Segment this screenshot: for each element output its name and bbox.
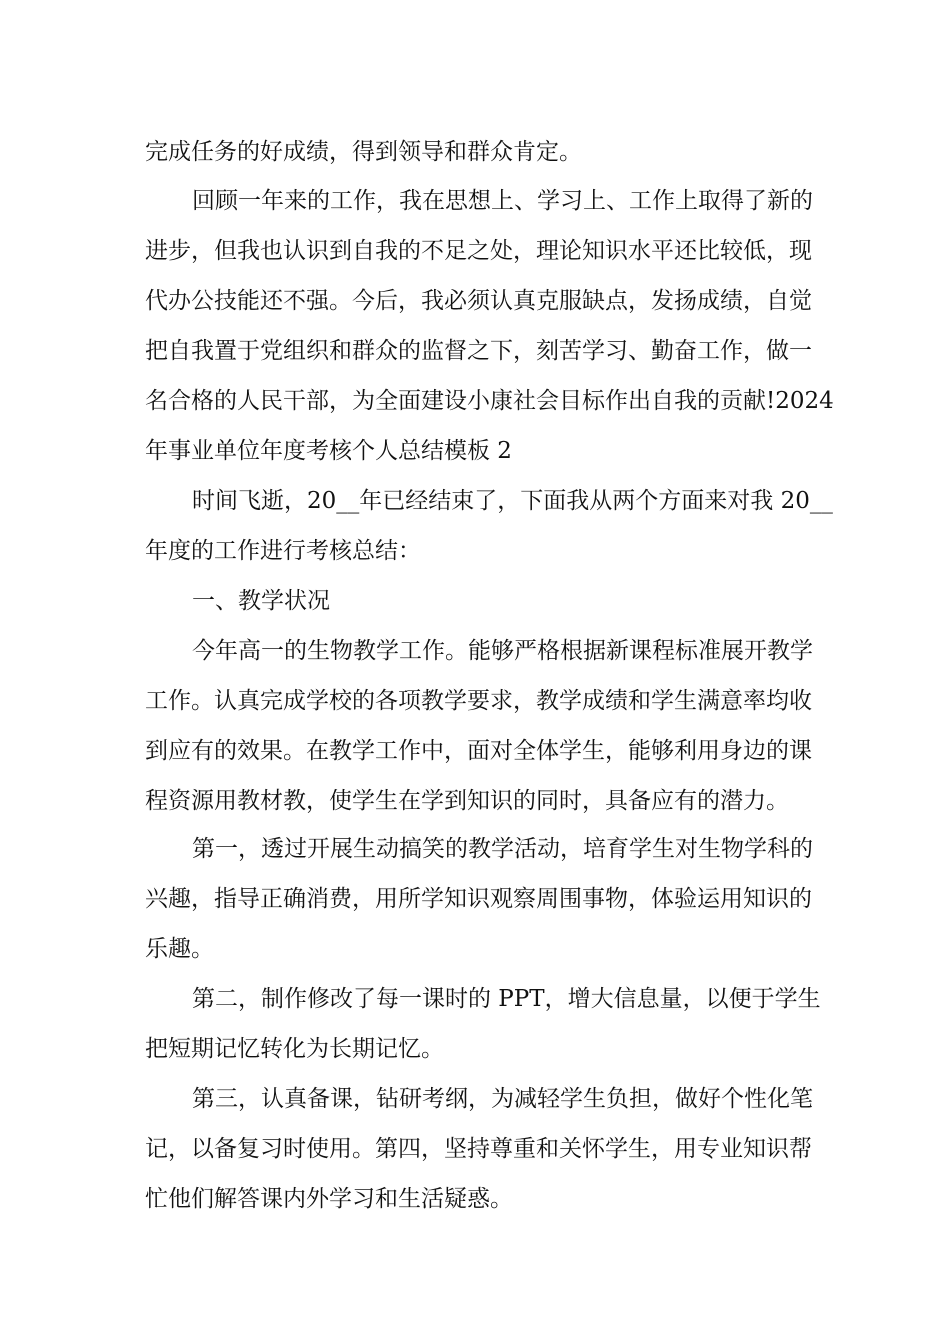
text-line: 第三，认真备课，钻研考纲，为减轻学生负担，做好个性化笔 (192, 1086, 813, 1112)
text-line: 年事业单位年度考核个人总结模板 2 (145, 438, 512, 464)
text-line: 完成任务的好成绩，得到领导和群众肯定。 (145, 139, 582, 165)
section-heading: 一、教学状况 (192, 588, 330, 614)
text-line: 到应有的效果。在教学工作中，面对全体学生，能够利用身边的课 (145, 738, 812, 764)
text-line: 把自我置于党组织和群众的监督之下，刻苦学习、勤奋工作，做一 (145, 338, 812, 364)
text-line: 记，以备复习时使用。第四，坚持尊重和关怀学生，用专业知识帮 (145, 1136, 812, 1162)
text-line: 今年高一的生物教学工作。能够严格根据新课程标准展开教学 (192, 638, 813, 664)
text-line: 乐趣。 (145, 936, 214, 962)
text-line: 年度的工作进行考核总结： (145, 538, 421, 564)
text-line: 兴趣，指导正确消费，用所学知识观察周围事物，体验运用知识的 (145, 886, 812, 912)
text-line: 忙他们解答课内外学习和生活疑惑。 (145, 1186, 513, 1212)
text-line: 工作。认真完成学校的各项教学要求，教学成绩和学生满意率均收 (145, 688, 812, 714)
text-line: 程资源用教材教，使学生在学到知识的同时，具备应有的潜力。 (145, 788, 789, 814)
text-line: 回顾一年来的工作，我在思想上、学习上、工作上取得了新的 (192, 188, 813, 214)
text-line: 代办公技能还不强。今后，我必须认真克服缺点，发扬成绩，自觉 (145, 288, 812, 314)
text-line: 时间飞逝，20__年已经结束了，下面我从两个方面来对我 20__ (192, 488, 833, 514)
text-line: 把短期记忆转化为长期记忆。 (145, 1036, 444, 1062)
text-line: 进步，但我也认识到自我的不足之处，理论知识水平还比较低，现 (145, 238, 812, 264)
text-line: 第二，制作修改了每一课时的 PPT，增大信息量，以便于学生 (192, 986, 821, 1012)
text-line: 第一，透过开展生动搞笑的教学活动，培育学生对生物学科的 (192, 836, 813, 862)
text-line: 名合格的人民干部，为全面建设小康社会目标作出自我的贡献!2024 (145, 388, 834, 414)
